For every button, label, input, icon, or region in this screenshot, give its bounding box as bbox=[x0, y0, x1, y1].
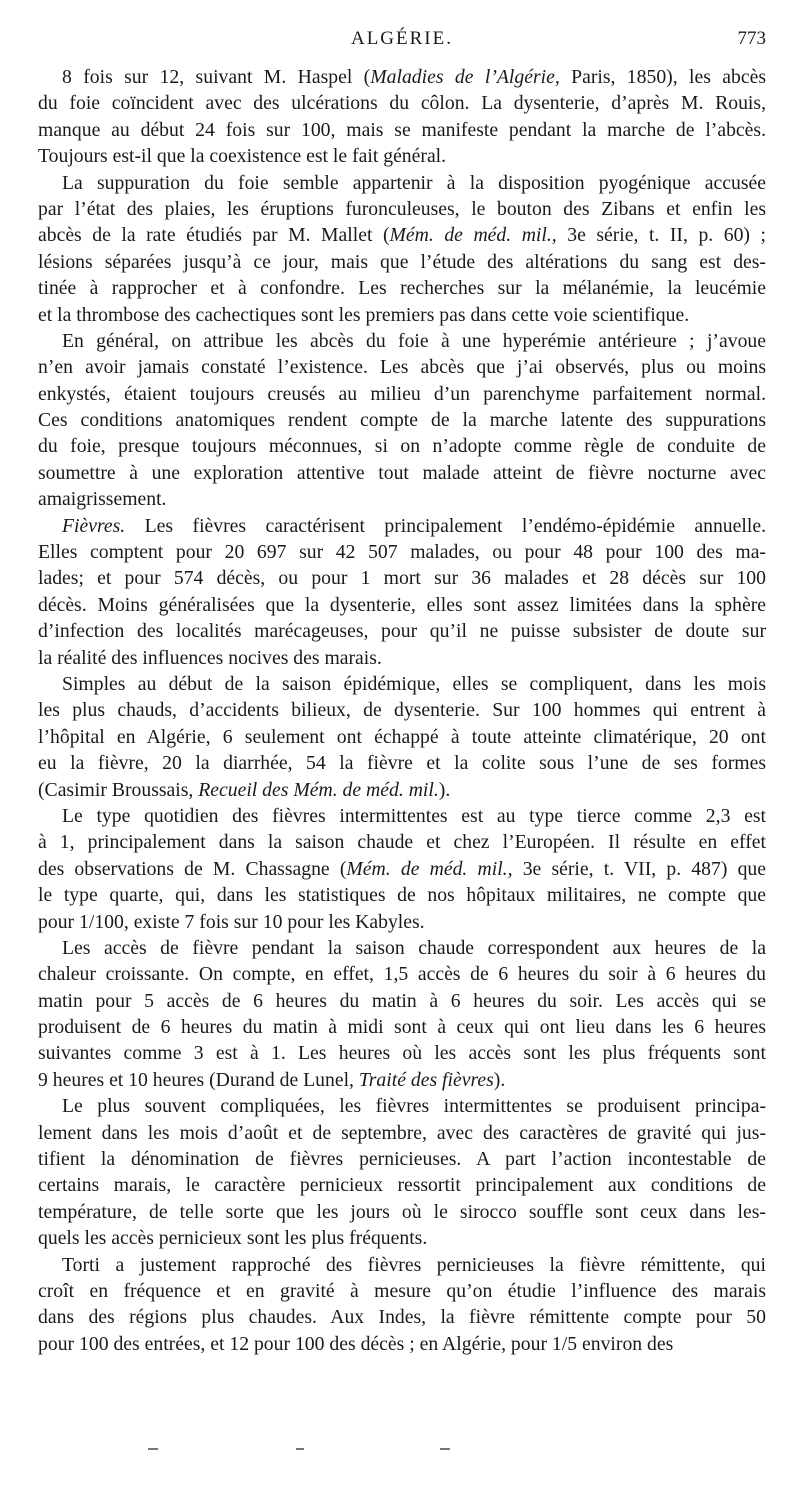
text-line bbox=[38, 539, 766, 565]
text-line bbox=[38, 1067, 766, 1093]
text-line bbox=[38, 354, 766, 380]
text-segment: dans des régions plus chaudes. Aux Indes, la fièvre rémittente compte pour 50 bbox=[38, 1306, 766, 1329]
text-segment: Simples au début de la saison épidémique, elles se compliquent, dans les mois bbox=[62, 672, 766, 695]
text-segment: tinée à rapprocher et à confondre. Les recherches sur la mélanémie, la leucémie bbox=[38, 277, 766, 300]
text-line bbox=[38, 803, 766, 829]
text-segment: enkystés, étaient toujours creusés au milieu d’un parenchyme parfaitement normal. bbox=[38, 382, 766, 405]
paragraph bbox=[38, 935, 766, 1093]
text-segment: soumettre à une exploration attentive tout malade atteint de fièvre nocturne avec bbox=[38, 461, 766, 484]
text-segment: croît en fréquence et en gravité à mesure qu’on étudie l’influence des marais bbox=[38, 1279, 766, 1302]
text-line bbox=[38, 1093, 766, 1119]
italic-text: Recueil des Mém. de méd. mil. bbox=[198, 778, 439, 801]
text-line bbox=[38, 909, 766, 935]
text-segment: la réalité des influences nocives des marais. bbox=[38, 646, 382, 669]
text-line bbox=[38, 882, 766, 908]
text-segment: Ces conditions anatomiques rendent compte de la marche latente des suppurations bbox=[38, 409, 766, 432]
text-segment: des observations de M. Chassagne ( bbox=[38, 857, 347, 880]
text-line bbox=[38, 302, 766, 328]
text-segment: pour 100 des entrées, et 12 pour 100 des décès ; en Algérie, pour 1/5 environ des bbox=[38, 1332, 674, 1355]
text-segment: abcès de la rate étudiés par M. Mallet ( bbox=[38, 224, 390, 247]
text-segment: matin pour 5 accès de 6 heures du matin à 6 heures du soir. Les accès qui se bbox=[38, 989, 766, 1012]
text-segment: Elles comptent pour 20 697 sur 42 507 malades, ou pour 48 pour 100 des ma- bbox=[38, 541, 766, 564]
text-line bbox=[38, 1146, 766, 1172]
text-line bbox=[38, 460, 766, 486]
text-line bbox=[38, 1120, 766, 1146]
text-segment: pour 1/100, existe 7 fois sur 10 pour les Kabyles. bbox=[38, 910, 425, 933]
text-segment: 3e série, t. II, p. 60) ; bbox=[556, 224, 766, 247]
text-segment: manque au début 24 fois sur 100, mais se manifeste pendant la marche de l’abcès. bbox=[38, 118, 766, 141]
italic-text: Mém. de méd. mil., bbox=[389, 224, 557, 247]
text-segment: (Casimir Broussais, bbox=[38, 778, 199, 801]
text-segment: Torti a justement rapproché des fièvres pernicieuses la fièvre rémittente, qui bbox=[62, 1253, 766, 1276]
text-line bbox=[38, 961, 766, 987]
text-segment: 8 fois sur 12, suivant M. Haspel ( bbox=[62, 66, 371, 88]
print-mark bbox=[148, 1448, 158, 1450]
paragraph bbox=[38, 803, 766, 935]
text-segment: Le type quotidien des fièvres intermittentes est au type tierce comme 2,3 est bbox=[62, 804, 766, 827]
text-line bbox=[38, 222, 766, 248]
text-segment: lement dans les mois d’août et de septembre, avec des caractères de gravité qui jus- bbox=[38, 1121, 766, 1144]
text-line bbox=[38, 486, 766, 512]
text-line bbox=[38, 196, 766, 222]
text-line bbox=[38, 829, 766, 855]
text-segment: La suppuration du foie semble appartenir à la disposition pyogénique accusée bbox=[62, 171, 766, 194]
text-line bbox=[38, 777, 766, 803]
paragraph bbox=[38, 671, 766, 803]
text-segment: température, de telle sorte que les jours où le sirocco souffle sont ceux dans les- bbox=[38, 1200, 766, 1223]
text-line bbox=[38, 249, 766, 275]
text-line bbox=[38, 671, 766, 697]
body-text bbox=[38, 64, 766, 1357]
text-line bbox=[38, 856, 766, 882]
text-segment: d’infection des localités marécageuses, pour qu’il ne puisse subsister de doute sur bbox=[38, 620, 766, 643]
text-line bbox=[38, 697, 766, 723]
text-segment: amaigrissement. bbox=[38, 488, 167, 511]
text-segment: ). bbox=[438, 778, 451, 801]
italic-text: Maladies de l’Algérie, bbox=[370, 66, 560, 88]
text-line bbox=[38, 1252, 766, 1278]
text-segment: du foie coïncident avec des ulcérations du côlon. La dysenterie, d’après M. Rouis, bbox=[38, 92, 766, 115]
paragraph bbox=[38, 64, 766, 170]
paragraph bbox=[38, 1252, 766, 1358]
text-segment: les plus chauds, d’accidents bilieux, de dysenterie. Sur 100 hommes qui entrent à bbox=[38, 699, 766, 722]
text-line bbox=[38, 1278, 766, 1304]
text-segment: produisent de 6 heures du matin à midi sont à ceux qui ont lieu dans les 6 heures bbox=[38, 1016, 766, 1039]
paragraph bbox=[38, 170, 766, 328]
text-line bbox=[38, 592, 766, 618]
text-line bbox=[38, 1225, 766, 1251]
text-line bbox=[38, 143, 766, 169]
text-line bbox=[38, 1040, 766, 1066]
text-segment: tifient la dénomination de fièvres pernicieuses. A part l’action incontestable de bbox=[38, 1148, 766, 1171]
text-line bbox=[38, 90, 766, 116]
text-segment: Toujours est-il que la coexistence est le fait général. bbox=[38, 145, 447, 168]
paragraph bbox=[38, 328, 766, 513]
text-segment: décès. Moins généralisées que la dysenterie, elles sont assez limitées dans la sphère bbox=[38, 593, 766, 616]
text-line bbox=[38, 513, 766, 539]
text-segment: certains marais, le caractère pernicieux ressortit principalement aux conditions de bbox=[38, 1174, 766, 1197]
text-segment: suivantes comme 3 est à 1. Les heures où les accès sont les plus fréquents sont bbox=[38, 1042, 766, 1065]
text-segment: le type quarte, qui, dans les statistiques de nos hôpitaux militaires, ne compte que bbox=[38, 884, 766, 907]
paragraph bbox=[38, 513, 766, 671]
text-line bbox=[38, 1199, 766, 1225]
text-segment: Les accès de fièvre pendant la saison chaude correspondent aux heures de la bbox=[62, 936, 766, 959]
italic-text: Traité des fièvres bbox=[358, 1068, 494, 1091]
text-line bbox=[38, 988, 766, 1014]
text-line bbox=[38, 170, 766, 196]
text-line bbox=[38, 117, 766, 143]
print-mark bbox=[440, 1448, 450, 1450]
text-segment: du foie, presque toujours méconnues, si on n’adopte comme règle de conduite de bbox=[38, 435, 766, 458]
text-line bbox=[38, 645, 766, 671]
text-line bbox=[38, 618, 766, 644]
text-segment: 9 heures et 10 heures (Durand de Lunel, bbox=[38, 1068, 359, 1091]
text-line bbox=[38, 1014, 766, 1040]
text-line bbox=[38, 724, 766, 750]
text-segment: quels les accès pernicieux sont les plus fréquents. bbox=[38, 1227, 428, 1250]
page-number: 773 bbox=[737, 28, 766, 49]
page-header bbox=[38, 28, 766, 54]
text-line bbox=[38, 1172, 766, 1198]
text-line bbox=[38, 328, 766, 354]
print-mark bbox=[296, 1448, 304, 1450]
text-line bbox=[38, 64, 766, 90]
text-segment: eu la fièvre, 20 la diarrhée, 54 la fièvre et la colite sous l’une de ses formes bbox=[38, 752, 766, 775]
text-line bbox=[38, 381, 766, 407]
text-line bbox=[38, 1304, 766, 1330]
text-segment: ). bbox=[493, 1068, 506, 1091]
text-segment: à 1, principalement dans la saison chaude et chez l’Européen. Il résulte en effet bbox=[38, 831, 766, 854]
text-segment: Le plus souvent compliquées, les fièvres intermittentes se produisent principa- bbox=[62, 1095, 766, 1118]
footer-print-marks bbox=[0, 1448, 800, 1454]
italic-text: Fièvres. bbox=[62, 514, 126, 537]
paragraph bbox=[38, 1093, 766, 1251]
text-segment: 3e série, t. VII, p. 487) que bbox=[512, 857, 766, 880]
running-title: ALGÉRIE. bbox=[350, 28, 453, 49]
text-segment: lésions séparées jusqu’à ce jour, mais que l’étude des altérations du sang est des- bbox=[38, 250, 766, 273]
text-segment: chaleur croissante. On compte, en effet, 1,5 accès de 6 heures du soir à 6 heures du bbox=[38, 963, 766, 986]
text-segment: Paris, 1850), les abcès bbox=[559, 66, 767, 88]
text-line bbox=[38, 750, 766, 776]
text-segment: En général, on attribue les abcès du foie à une hyperémie antérieure ; j’avoue bbox=[62, 329, 766, 352]
text-line bbox=[38, 935, 766, 961]
text-segment: l’hôpital en Algérie, 6 seulement ont échappé à toute atteinte climatérique, 20 ont bbox=[38, 725, 766, 748]
italic-text: Mém. de méd. mil., bbox=[346, 857, 513, 880]
text-segment: lades; et pour 574 décès, ou pour 1 mort sur 36 malades et 28 décès sur 100 bbox=[38, 567, 766, 590]
text-segment: par l’état des plaies, les éruptions furonculeuses, le bouton des Zibans et enfin les bbox=[38, 197, 766, 220]
text-line bbox=[38, 1331, 766, 1357]
text-segment: n’en avoir jamais constaté l’existence. Les abcès que j’ai observés, plus ou moins bbox=[38, 356, 766, 379]
text-line bbox=[38, 565, 766, 591]
text-segment: et la thrombose des cachectiques sont les premiers pas dans cette voie scientifique. bbox=[38, 303, 690, 326]
text-line bbox=[38, 433, 766, 459]
text-line bbox=[38, 275, 766, 301]
text-line bbox=[38, 407, 766, 433]
text-segment: Les fièvres caractérisent principalement l’endémo-épidémie annuelle. bbox=[125, 514, 766, 537]
